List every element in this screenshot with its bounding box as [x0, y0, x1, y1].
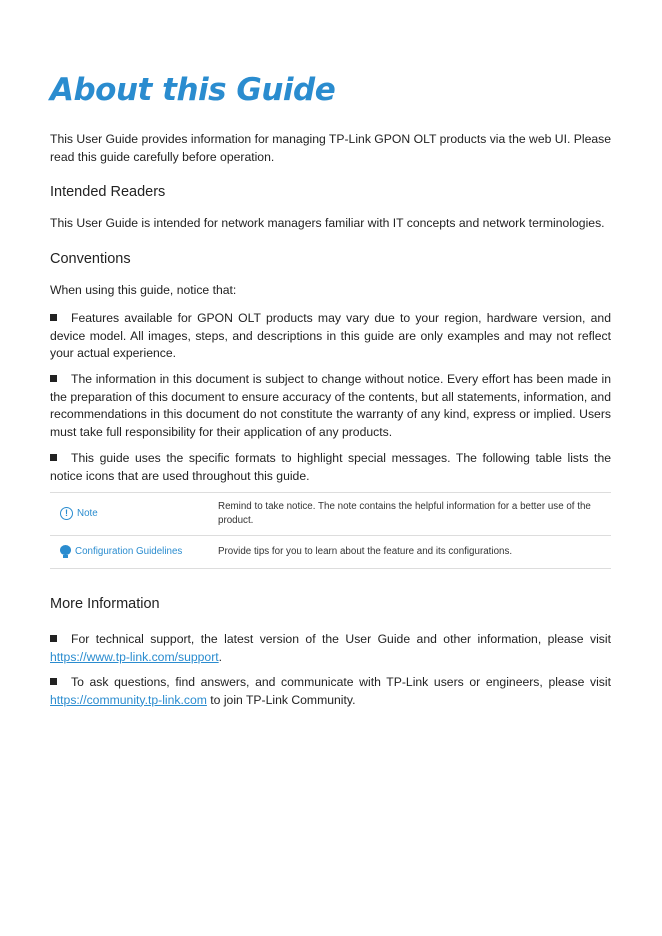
more-info-bullet-1: [50, 631, 611, 666]
conventions-bullet-2: [50, 371, 611, 441]
bullet-end: to join TP-Link Community.: [206, 692, 356, 707]
notice-label: Note: [77, 508, 98, 520]
notice-description-cell: Provide tips for you to learn about the feature and its configurations.: [218, 536, 611, 569]
bullet-text: Features available for GPON OLT products may vary due to your region, hardware version, and device model. All images, steps, and descriptions in this guide are only examples and may not reflect your actual experience.: [50, 311, 611, 360]
note-icon: !: [60, 507, 73, 520]
bullet-square-icon: [50, 454, 57, 461]
bullet-text: To ask questions, find answers, and communicate with TP-Link users or engineers, please visit: [71, 675, 611, 689]
bullet-square-icon: [50, 314, 57, 321]
community-link[interactable]: https://community.tp-link.com: [50, 692, 207, 707]
table-row: [50, 536, 611, 569]
bullet-text: This guide uses the specific formats to highlight special messages. The following table lists the notice icons that are used throughout this guide.: [50, 451, 611, 483]
intended-readers-text: This User Guide is intended for network managers familiar with IT concepts and network terminologies.: [50, 216, 605, 230]
more-information-heading: More Information: [50, 596, 160, 612]
intro-paragraph: This User Guide provides information for managing TP-Link GPON OLT products via the web UI. Please read this guide carefully before operation.: [50, 132, 611, 164]
notice-description-cell: Remind to take notice. The note contains the helpful information for a better use of the product.: [218, 493, 611, 536]
conventions-bullet-3: [50, 450, 611, 485]
notice-label-cell: [50, 493, 218, 536]
conventions-heading: Conventions: [50, 251, 131, 267]
bullet-text: For technical support, the latest version of the User Guide and other information, please visit: [71, 632, 611, 646]
support-link[interactable]: https://www.tp-link.com/support: [50, 649, 219, 664]
conventions-bullet-1: [50, 310, 611, 363]
conventions-lead: When using this guide, notice that:: [50, 283, 237, 297]
bullet-square-icon: [50, 375, 57, 382]
bullet-square-icon: [50, 678, 57, 685]
more-info-bullet-2: [50, 674, 611, 709]
intended-readers-heading: Intended Readers: [50, 184, 166, 200]
page-title: About this Guide: [50, 72, 336, 108]
bullet-square-icon: [50, 635, 57, 642]
lightbulb-icon: [60, 545, 71, 558]
bullet-end: .: [218, 649, 223, 664]
notice-label-cell: [50, 536, 218, 569]
table-row: [50, 493, 611, 536]
notice-icons-table: [50, 492, 611, 569]
bullet-text: The information in this document is subject to change without notice. Every effort has been made in the preparation of this document to ensure accuracy of the contents, but all statements, information, and recommendations in this document do not constitute the warranty of any kind, express or implied. Users must take full responsibility for their application of any products.: [50, 372, 611, 439]
notice-label: Configuration Guidelines: [75, 546, 183, 558]
